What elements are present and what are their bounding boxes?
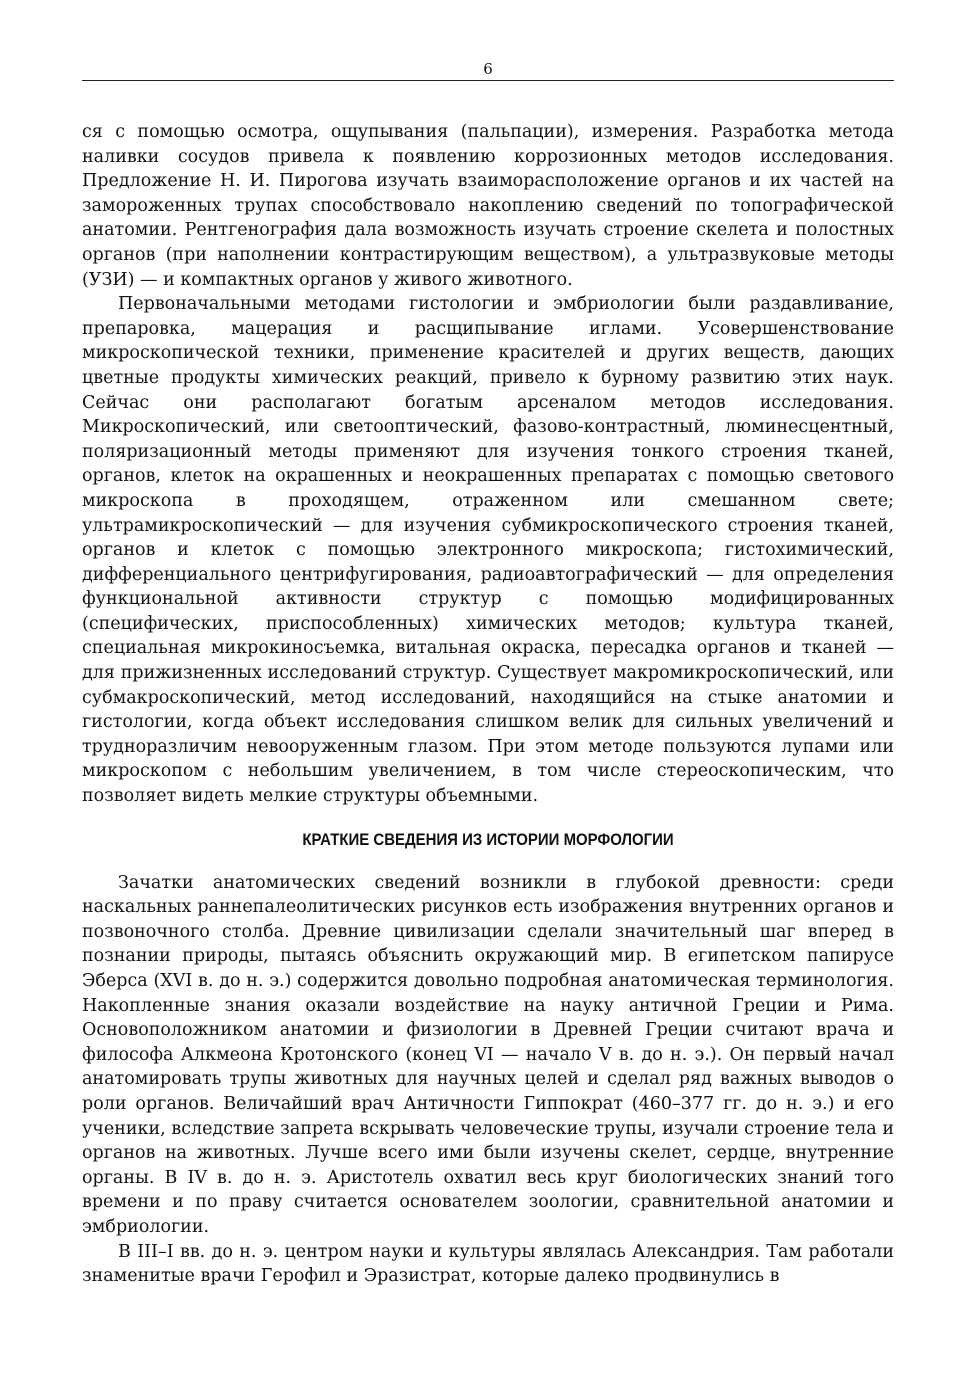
page-body <box>82 120 894 1289</box>
paragraph-continuation: ся с помощью осмотра, ощупывания (пальпации), измерения. Разработка метода наливки сосудов привела к появлению коррозионных методов исследования. Предложение Н. И. Пирогова изучать взаиморасположение органов и их частей на замороженных трупах способствовало накоплению сведений по топографической анатомии. Рентгенография дала возможность изучать строение скелета и полостных органов (при наполнении контрастирующим веществом), а ультразвуковые методы (УЗИ) — и компактных органов у живого животного. <box>82 122 894 290</box>
paragraph-histology-methods: Первоначальными методами гистологии и эмбриологии были раздавливание, препаровка, мацерация и расщипывание иглами. Усовершенствование микроскопической техники, применение красителей и других веществ, дающих цветные продукты химических реакций, привело к бурному развитию этих наук. Сейчас они располагают богатым арсеналом методов исследования. Микроскопический, или светооптический, фазово-контрастный, люминесцентный, поляризационный методы применяют для изучения тонкого строения тканей, органов, клеток на окрашенных и неокрашенных препаратах с помощью светового микроскопа в проходящем, отраженном или смешанном свете; ультрамикроскопический — для изучения субмикроскопического строения тканей, органов и клеток с помощью электронного микроскопа; гистохимический, дифференциального центрифугирования, радиоавтографический — для определения функциональной активности структур с помощью модифицированных (специфических, приспособленных) химических методов; культура тканей, специальная микрокиносъемка, витальная окраска, пересадка органов и тканей — для прижизненных исследований структур. Существует макромикроскопический, или субмакроскопический, метод исследований, находящийся на стыке анатомии и гистологии, когда объект исследования слишком велик для сильных увеличений и трудноразличим невооруженным глазом. При этом методе пользуются лупами или микроскопом с небольшим увеличением, в том числе стереоскопическим, что позволяет видеть мелкие структуры объемными. <box>82 294 894 807</box>
section-heading: КРАТКИЕ СВЕДЕНИЯ ИЗ ИСТОРИИ МОРФОЛОГИИ <box>302 829 674 849</box>
paragraph-alexandria: В III–I вв. до н. э. центром науки и культуры являлась Александрия. Там работали знаменитые врачи Герофил и Эразистрат, которые далеко продвинулись в <box>82 1241 894 1287</box>
header-rule <box>82 80 894 81</box>
page-number: 6 <box>483 60 493 78</box>
paragraph-ancient-history: Зачатки анатомических сведений возникли в глубокой древности: среди наскальных раннепалеолитических рисунков есть изображения внутренних органов и позвоночного столба. Древние цивилизации сделали значительный шаг вперед в познании природы, пытаясь объяснить окружающий мир. В египетском папирусе Эберса (XVI в. до н. э.) содержится довольно подробная анатомическая терминология. Накопленные знания оказали воздействие на науку античной Греции и Рима. Основоположником анатомии и физиологии в Древней Греции считают врача и философа Алкмеона Кротонского (конец VI — начало V в. до н. э.). Он первый начал анатомировать трупы животных для научных целей и сделал ряд важных выводов о роли органов. Величайший врач Античности Гиппократ (460–377 гг. до н. э.) и его ученики, вследствие запрета вскрывать человеческие трупы, изучали строение тела и органов на животных. Лучше всего ими были изучены скелет, сердце, внутренние органы. В IV в. до н. э. Аристотель охватил весь круг биологических знаний того времени и по праву считается основателем зоологии, сравнительной анатомии и эмбриологии. <box>82 872 894 1237</box>
